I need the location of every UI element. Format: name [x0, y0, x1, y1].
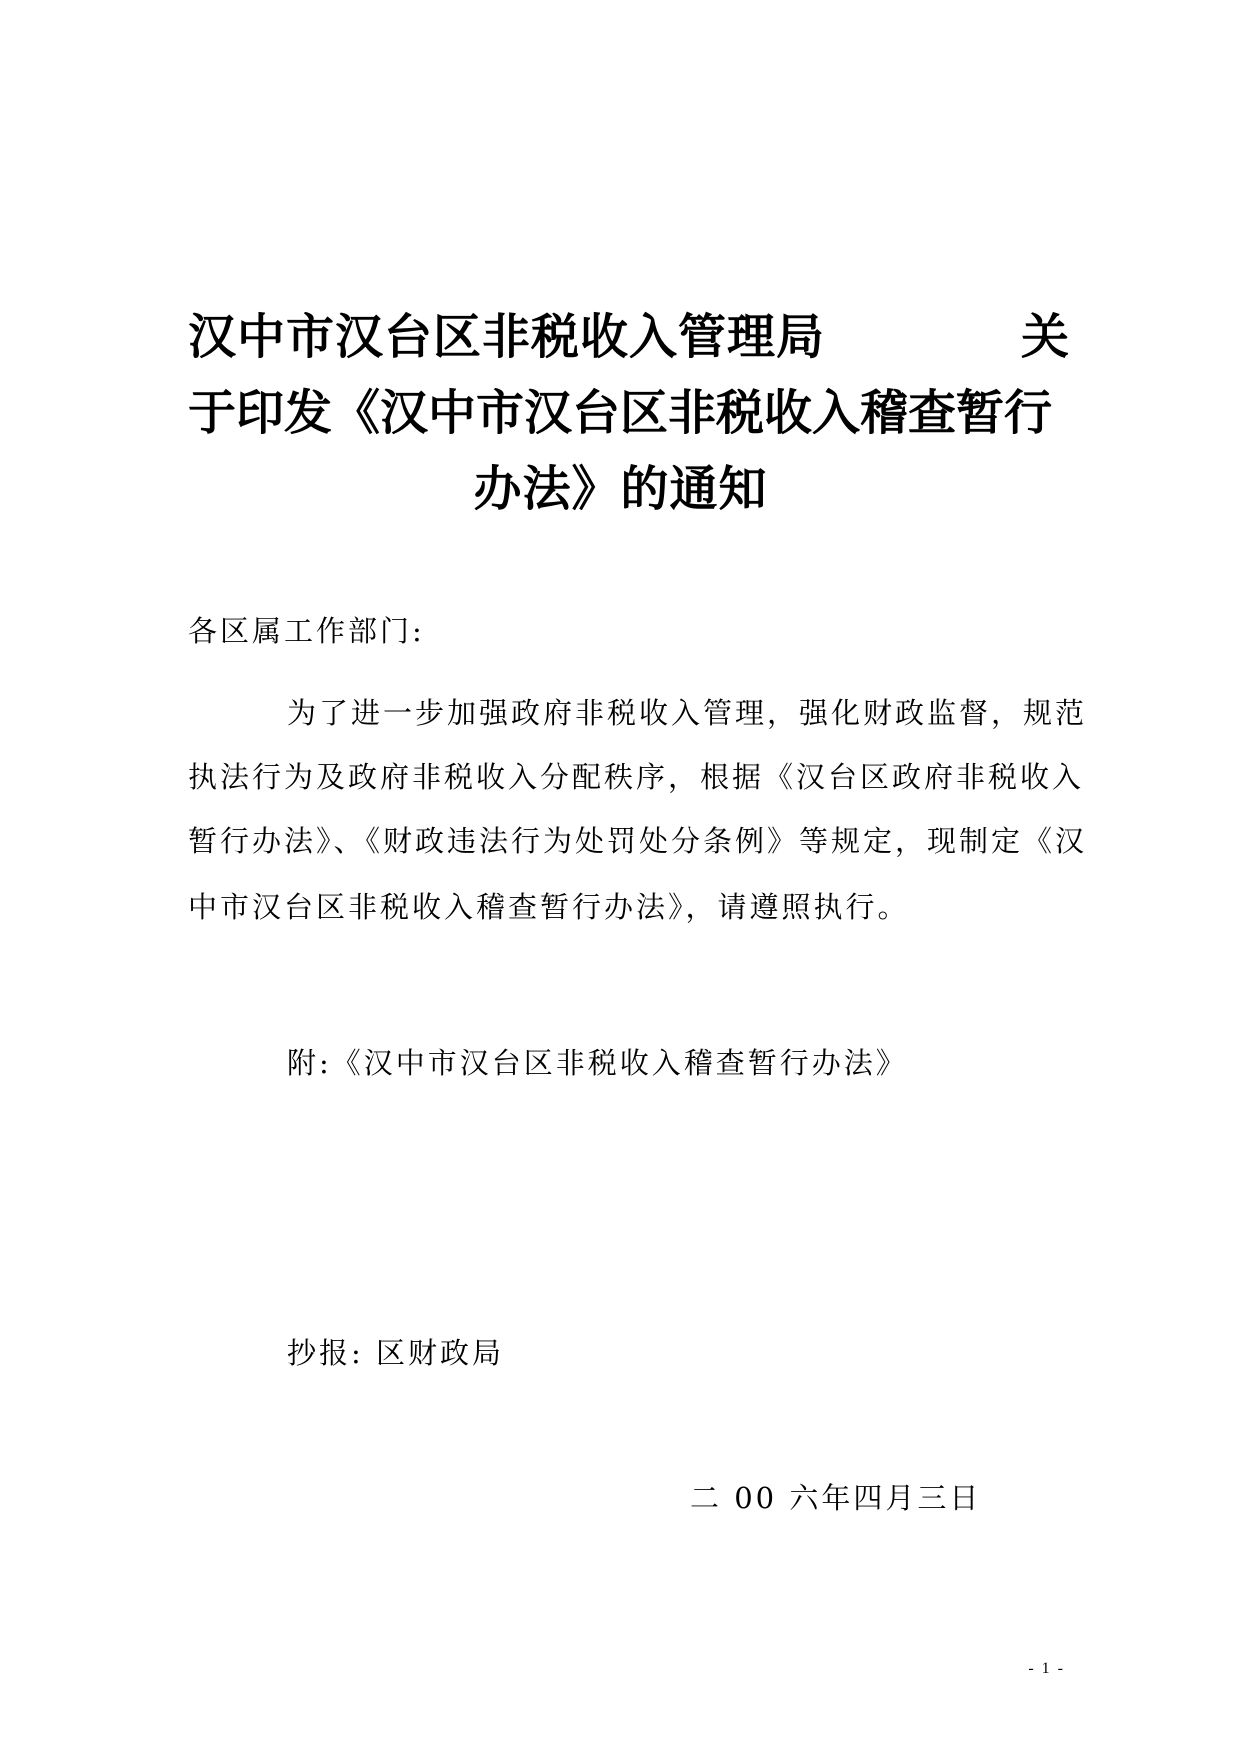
document-title-line-3: 办法》的通知 [473, 461, 768, 517]
body-paragraph-line-2: 执法行为及政府非税收入分配秩序，根据《汉台区政府非税收入 [188, 760, 1085, 794]
body-paragraph-line-3: 暂行办法》、《财政违法行为处罚处分条例》等规定，现制定《汉 [188, 824, 1088, 858]
document-title-line-1: 汉中市汉台区非税收入管理局 [188, 309, 826, 365]
document-title-line-1-end: 关 [1020, 309, 1070, 365]
attachment-note: 附:《汉中市汉台区非税收入稽查暂行办法》 [287, 1046, 908, 1080]
salutation: 各区属工作部门: [188, 614, 425, 648]
document-title-line-2: 于印发《汉中市汉台区非税收入稽查暂行 [188, 385, 1053, 441]
body-paragraph-line-4: 中市汉台区非税收入稽查暂行办法》，请遵照执行。 [188, 890, 910, 924]
carbon-copy-line: 抄报: 区财政局 [287, 1336, 504, 1370]
page-number: - 1 - [1028, 1660, 1065, 1677]
body-paragraph-line-1: 为了进一步加强政府非税收入管理，强化财政监督，规范 [287, 696, 1088, 730]
issue-date: 二 00 六年四月三日 [690, 1481, 982, 1515]
